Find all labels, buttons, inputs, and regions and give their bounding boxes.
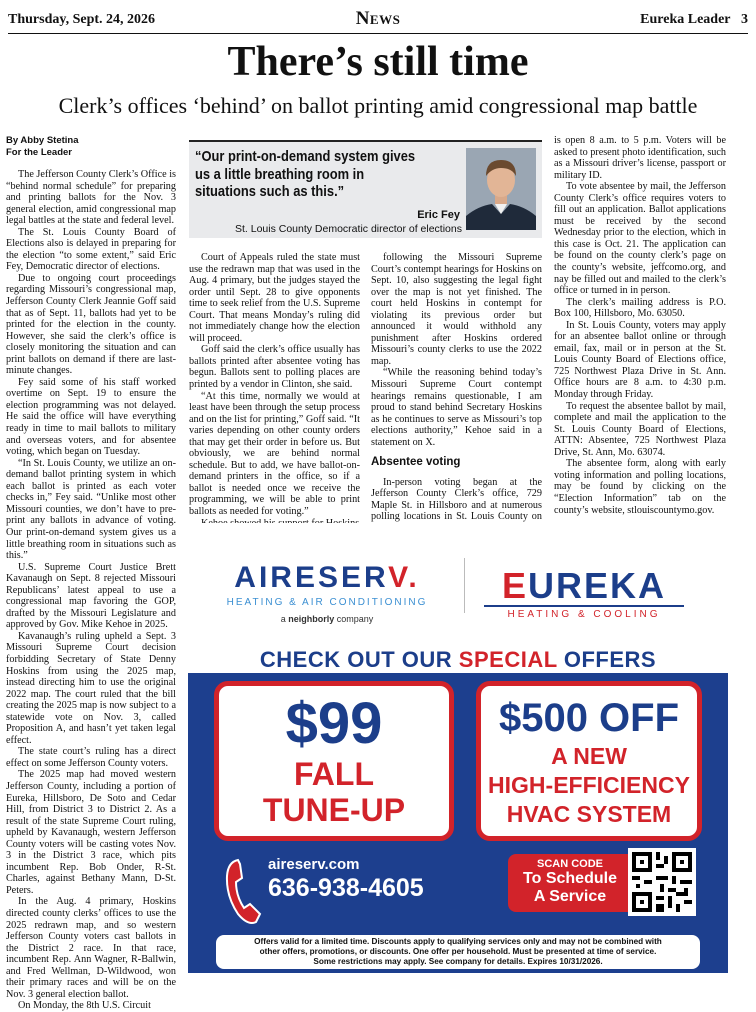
phone-icon bbox=[224, 856, 264, 928]
neighborly-tagline: a neighborly company bbox=[280, 614, 374, 624]
logo-divider bbox=[464, 558, 465, 613]
section-name: News bbox=[355, 8, 401, 29]
subhead-absentee-voting: Absentee voting bbox=[371, 456, 461, 469]
fine-print-line2: other offers, promotions, or discounts. One offer per household. Must be presented at time of service. bbox=[259, 947, 657, 956]
article-paragraph: To request the absentee ballot by mail, complete and mail the application to the St. Louis County Board of Elections, ATTN: Absentee, 725 Northwest Plaza Drive, St. Ann, Mo. 63074. bbox=[554, 400, 726, 458]
headline: There’s still time bbox=[227, 39, 529, 85]
article-paragraph: The 2025 map had moved western Jefferson County, including a portion of Eureka, Hillsboro, De Soto and Cedar Hill, from District 3 to District 2. As a result of the state Supreme Court ruling, upheld by Kavanaugh, western Jefferson County voters will be casting votes Nov. 3 in the District 3 race, which pits incumbent Rep. Bob Onder, R-St. Charles, against Bethany Mann, D-St. Peters. bbox=[6, 769, 176, 896]
fine-print-line1: Offers valid for a limited time. Discounts apply to qualifying services only and may not be combined with bbox=[254, 937, 662, 946]
article-paragraph: In the Aug. 4 primary, Hoskins directed county clerks’ offices to use the 2025 redrawn map, and so western Jefferson County voters cast ballots in the District 2 race. In that race, incumbent Rep. Ann Wagner, R-Ballwin, and Fred Wellman, D-Wildwood, won their primary races and will be on the Nov. 3 general election ballot. bbox=[6, 896, 176, 1000]
ad-fine-print bbox=[216, 935, 700, 969]
offer-tune-up-line1: FALL bbox=[294, 756, 374, 792]
qr-code-icon[interactable] bbox=[628, 848, 696, 916]
eureka-wordmark: EUREKA bbox=[501, 565, 667, 606]
deck: Clerk’s offices ‘behind’ on ballot printing amid congressional map battle bbox=[58, 93, 698, 118]
article-paragraph: Court of Appeals ruled the state must use the redrawn map that was used in the Aug. 4 primary, but the judges stayed the order until Sept. 28 to give opponents time to seek relief from the U.S. Supreme Court. That means Monday’s ruling did not immediately change how the election will proceed. bbox=[189, 252, 360, 344]
page-folio bbox=[8, 8, 748, 30]
article-column-2 bbox=[189, 252, 360, 529]
offer-hvac-line3: HVAC SYSTEM bbox=[506, 801, 672, 827]
article-paragraph: “While the reasoning behind today’s Missouri Supreme Court contempt hearings remains questionable, I am proud to stand behind Secretary Hoskins as he continues to serve as Missouri’s top elections authority,” Kehoe said in a statement on X. bbox=[371, 367, 542, 448]
paper-name-page bbox=[640, 12, 748, 28]
scan-code-callout bbox=[508, 854, 632, 912]
offer-hvac-line2: HIGH-EFFICIENCY bbox=[488, 772, 690, 798]
article-column-3 bbox=[371, 252, 542, 546]
article-column-4 bbox=[554, 135, 726, 516]
fine-print-line3: Some restrictions may apply. See company for details. Expires 10/31/2026. bbox=[313, 957, 603, 966]
offer-tune-up-price: $99 bbox=[285, 691, 383, 756]
hvac-advertisement bbox=[188, 523, 728, 973]
article-paragraph: To vote absentee by mail, the Jefferson County Clerk’s office requires voters to fill out an application. Ballot applications must be received by the second Wednesday prior to the election, which in this case is Oct. 21. The application can be found on the county clerk’s page on the county’s website, jeffcomo.org, and nay be filled out and mailed to the clerk’s office or turned in in person. bbox=[554, 181, 726, 297]
article-paragraph: In-person voting began at the Jefferson County Clerk’s office, 729 Maple St. in Hillsboro and at numerous polling locations in St. Louis County on bbox=[371, 476, 542, 523]
byline-author: By Abby Stetina bbox=[6, 135, 79, 146]
aireserv-wordmark: AIRESERV. bbox=[234, 561, 420, 594]
pull-quote-name: Eric Fey bbox=[417, 209, 460, 221]
article-paragraph: U.S. Supreme Court Justice Brett Kavanaugh on Sept. 8 rejected Missouri Republicans’ latest appeal to use a congressional map favoring the GOP, drafted by the Missouri Legislature and approved by Gov. Mike Kehoe in 2025. bbox=[6, 561, 176, 631]
article-paragraph: The absentee form, along with early voting information and polling locations, may be found by clicking on the “Election Information” tab on the county’s website, stlouiscountymo.gov. bbox=[554, 458, 726, 516]
scan-code-line2: To Schedule bbox=[523, 870, 617, 887]
article-paragraph: is open 8 a.m. to 5 p.m. Voters will be asked to present photo identification, such as a Missouri driver’s license, passport or military ID. bbox=[554, 135, 727, 181]
article-paragraph: Due to ongoing court proceedings regarding Missouri’s congressional map, Jefferson County Clerk Jeannie Goff said that as of Sept. 11, ballots had yet to be printed for the election in the county. However, she said the clerk’s office is closely monitoring the situation and can print ballots on demand if there are last-minute changes. bbox=[6, 272, 176, 377]
ad-phone-number[interactable]: 636-938-4605 bbox=[268, 874, 424, 902]
scan-code-line3: A Service bbox=[533, 888, 607, 905]
article-paragraph: In St. Louis County, voters may apply for an absentee ballot online or through email, fax, mail or in person at the St. Louis County Board of Elections office, 725 Northwest Plaza Drive in St. Ann. Office hours are 8 a.m. to 4:30 p.m. Monday through Friday. bbox=[554, 319, 726, 401]
eureka-tagline: HEATING & COOLING bbox=[484, 605, 684, 620]
pull-quote-title: St. Louis County Democratic director of elections bbox=[234, 223, 462, 235]
article-paragraph: Fey said some of his staff worked overtime on Sept. 19 to ensure the election programming was not delayed. He said the office will have everything ready in time to mail ballots to military and overseas voters, and for absentee voting, which began on Tuesday. bbox=[6, 376, 176, 458]
pull-quote-text: “Our print-on-demand system gives us a little breathing room in situations such as this.” bbox=[195, 148, 416, 200]
article-paragraph: following the Missouri Supreme Court’s contempt hearings for Hoskins on Sept. 10, also suggesting the legal fight over the map is not yet finished. The court held Hoskins in contempt for violating its previous order but announced it would withhold any punishment after Hoskins ordered Missouri’s county clerks to use the 2022 map. bbox=[371, 252, 542, 367]
offer-hvac-line1: A NEW bbox=[551, 743, 627, 769]
byline bbox=[6, 135, 176, 159]
aireserv-tagline: HEATING & AIR CONDITIONING bbox=[226, 597, 428, 608]
aireserv-logo bbox=[222, 561, 432, 624]
article-paragraph: “In St. Louis County, we utilize an on-demand ballot printing system in which each ballot is printed as each voter checks in,” Fey said. “Unlike most other Missouri counties, we don’t have to pre-print any ballots in advance of voting. Our print-on-demand system gives us a little breathing room in situations such as this.” bbox=[6, 457, 176, 562]
paper-name: Eureka Leader bbox=[640, 12, 731, 27]
page-number: 3 bbox=[741, 12, 748, 27]
article-paragraph: Goff said the clerk’s office usually has ballots printed after absentee voting has begun. Ballots sent to polling places are printed by a vendor in Clinton, she said. bbox=[189, 344, 360, 391]
article-paragraph: The clerk’s mailing address is P.O. Box 100, Hillsboro, Mo. 63050. bbox=[554, 296, 726, 320]
byline-affiliation: For the Leader bbox=[6, 147, 72, 158]
ad-website[interactable]: aireserv.com bbox=[268, 856, 360, 873]
issue-date: Thursday, Sept. 24, 2026 bbox=[8, 12, 156, 27]
folio-rule bbox=[8, 33, 748, 34]
offer-tune-up bbox=[214, 681, 454, 841]
offer-hvac-discount: $500 OFF bbox=[498, 696, 680, 740]
article-column-1 bbox=[6, 135, 176, 1012]
article-paragraph: “At this time, normally we would at least have been through the setup process and on the list for printing,” Goff said. “It varies depending on other county orders that may get their order in before us. But obviously, we are behind normal schedule. But to add, we have ballot-on-demand printers in the office, so if a ballot is needed once we receive the programming, we will be able to print ballots as needed for voting.” bbox=[189, 390, 360, 518]
headshot-photo bbox=[466, 148, 536, 230]
article-paragraph: The St. Louis County Board of Elections also is delayed in preparing for the election “to some extent,” said Eric Fey, Democratic director of elections. bbox=[6, 226, 176, 273]
contact-info bbox=[268, 856, 424, 903]
qr-code-graphic bbox=[632, 852, 692, 912]
eureka-logo bbox=[484, 567, 684, 620]
article-paragraph: Kavanaugh’s ruling upheld a Sept. 3 Missouri Supreme Court decision forbidding Secretary of State Denny Hoskins from using the 2025 map, instead directing him to use the original 2022 map. The court ruled that the bill creating the 2025 map is now subject to a statewide vote on Nov. 3, called Proposition A, and hasn’t yet taken legal effect. bbox=[6, 630, 176, 746]
offer-hvac-system bbox=[476, 681, 702, 841]
ad-headline: CHECK OUT OUR SPECIAL OFFERS bbox=[259, 647, 657, 672]
scan-code-label: SCAN CODE bbox=[536, 858, 603, 870]
offer-tune-up-line2: TUNE-UP bbox=[262, 792, 406, 828]
pull-quote bbox=[189, 140, 542, 238]
headshot-image bbox=[466, 148, 536, 230]
article-paragraph: The Jefferson County Clerk’s Office is “behind normal schedule” for preparing and printing ballots for the Nov. 3 general election, amid congressional map legal battles at the state and federal level. bbox=[6, 169, 176, 227]
article-paragraph: The state court’s ruling has a direct effect on some Jefferson County voters. bbox=[6, 746, 176, 769]
article-paragraph: On Monday, the 8th U.S. Circuit bbox=[18, 1000, 151, 1012]
